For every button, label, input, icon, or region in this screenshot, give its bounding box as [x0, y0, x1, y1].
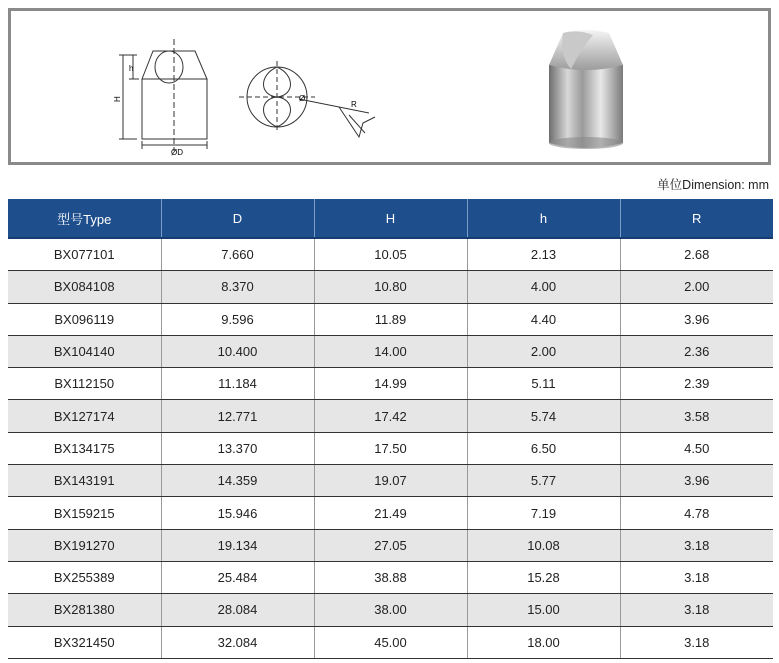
cell-h-top: 6.50 [467, 432, 620, 464]
cell-r: 3.96 [620, 465, 773, 497]
column-header-r: R [620, 199, 773, 238]
cell-type: BX127174 [8, 400, 161, 432]
cell-h-top: 4.00 [467, 271, 620, 303]
table-row [8, 594, 773, 626]
figure-frame [8, 8, 771, 165]
cell-d: 28.084 [161, 594, 314, 626]
table-row [8, 335, 773, 367]
cell-h-total: 45.00 [314, 626, 467, 658]
cell-h-total: 38.00 [314, 594, 467, 626]
cell-h-total: 19.07 [314, 465, 467, 497]
cell-r: 4.78 [620, 497, 773, 529]
dim-label-H: H [113, 96, 122, 102]
cell-r: 4.50 [620, 432, 773, 464]
cell-type: BX159215 [8, 497, 161, 529]
cell-r: 3.18 [620, 594, 773, 626]
table-row [8, 238, 773, 271]
table-row [8, 465, 773, 497]
dim-label-e: Ø [299, 94, 306, 103]
unit-note: 单位Dimension: mm [657, 178, 769, 192]
cell-d: 13.370 [161, 432, 314, 464]
cell-h-top: 7.19 [467, 497, 620, 529]
cell-r: 3.18 [620, 626, 773, 658]
column-header-type: 型号Type [8, 199, 161, 238]
dim-label-R: R [351, 100, 357, 109]
cell-h-top: 15.00 [467, 594, 620, 626]
cell-h-total: 27.05 [314, 529, 467, 561]
cell-h-total: 17.50 [314, 432, 467, 464]
cell-h-total: 11.89 [314, 303, 467, 335]
table-body [8, 238, 773, 658]
cell-d: 15.946 [161, 497, 314, 529]
cell-r: 3.18 [620, 561, 773, 593]
button-insert-icon [541, 25, 631, 157]
cell-h-total: 38.88 [314, 561, 467, 593]
cell-type: BX104140 [8, 335, 161, 367]
top-view-drawing [239, 57, 399, 147]
cell-h-top: 10.08 [467, 529, 620, 561]
cell-h-total: 10.80 [314, 271, 467, 303]
cell-r: 3.18 [620, 529, 773, 561]
side-view-drawing [107, 39, 217, 159]
cell-type: BX191270 [8, 529, 161, 561]
table-row [8, 497, 773, 529]
cell-h-top: 4.40 [467, 303, 620, 335]
cell-type: BX143191 [8, 465, 161, 497]
column-header-h-total: H [314, 199, 467, 238]
cell-h-top: 5.74 [467, 400, 620, 432]
cell-h-top: 2.13 [467, 238, 620, 271]
cell-d: 14.359 [161, 465, 314, 497]
cell-h-top: 5.77 [467, 465, 620, 497]
dim-label-D: ØD [171, 148, 183, 157]
dimension-table [8, 199, 773, 659]
cell-h-total: 14.99 [314, 368, 467, 400]
cell-r: 2.39 [620, 368, 773, 400]
cell-d: 19.134 [161, 529, 314, 561]
cell-type: BX134175 [8, 432, 161, 464]
cell-type: BX084108 [8, 271, 161, 303]
cell-h-total: 14.00 [314, 335, 467, 367]
table-row [8, 271, 773, 303]
column-header-d: D [161, 199, 314, 238]
cell-type: BX281380 [8, 594, 161, 626]
cell-r: 2.68 [620, 238, 773, 271]
cell-d: 9.596 [161, 303, 314, 335]
cell-type: BX112150 [8, 368, 161, 400]
table-row [8, 432, 773, 464]
cell-d: 7.660 [161, 238, 314, 271]
dim-label-h: h [129, 64, 134, 73]
table-row [8, 303, 773, 335]
cell-h-top: 5.11 [467, 368, 620, 400]
cell-type: BX077101 [8, 238, 161, 271]
cell-h-total: 10.05 [314, 238, 467, 271]
cell-type: BX096119 [8, 303, 161, 335]
cell-r: 3.58 [620, 400, 773, 432]
cell-d: 25.484 [161, 561, 314, 593]
table-header-row [8, 199, 773, 238]
table-row [8, 561, 773, 593]
cell-d: 10.400 [161, 335, 314, 367]
cell-type: BX255389 [8, 561, 161, 593]
cell-d: 11.184 [161, 368, 314, 400]
table-row [8, 400, 773, 432]
cell-r: 2.00 [620, 271, 773, 303]
table-row [8, 368, 773, 400]
cell-d: 32.084 [161, 626, 314, 658]
cell-h-top: 15.28 [467, 561, 620, 593]
table-row [8, 626, 773, 658]
cell-r: 2.36 [620, 335, 773, 367]
column-header-h-top: h [467, 199, 620, 238]
cell-r: 3.96 [620, 303, 773, 335]
cell-h-total: 17.42 [314, 400, 467, 432]
cell-h-top: 18.00 [467, 626, 620, 658]
cell-d: 12.771 [161, 400, 314, 432]
table-row [8, 529, 773, 561]
cell-h-top: 2.00 [467, 335, 620, 367]
cell-type: BX321450 [8, 626, 161, 658]
cell-d: 8.370 [161, 271, 314, 303]
cell-h-total: 21.49 [314, 497, 467, 529]
